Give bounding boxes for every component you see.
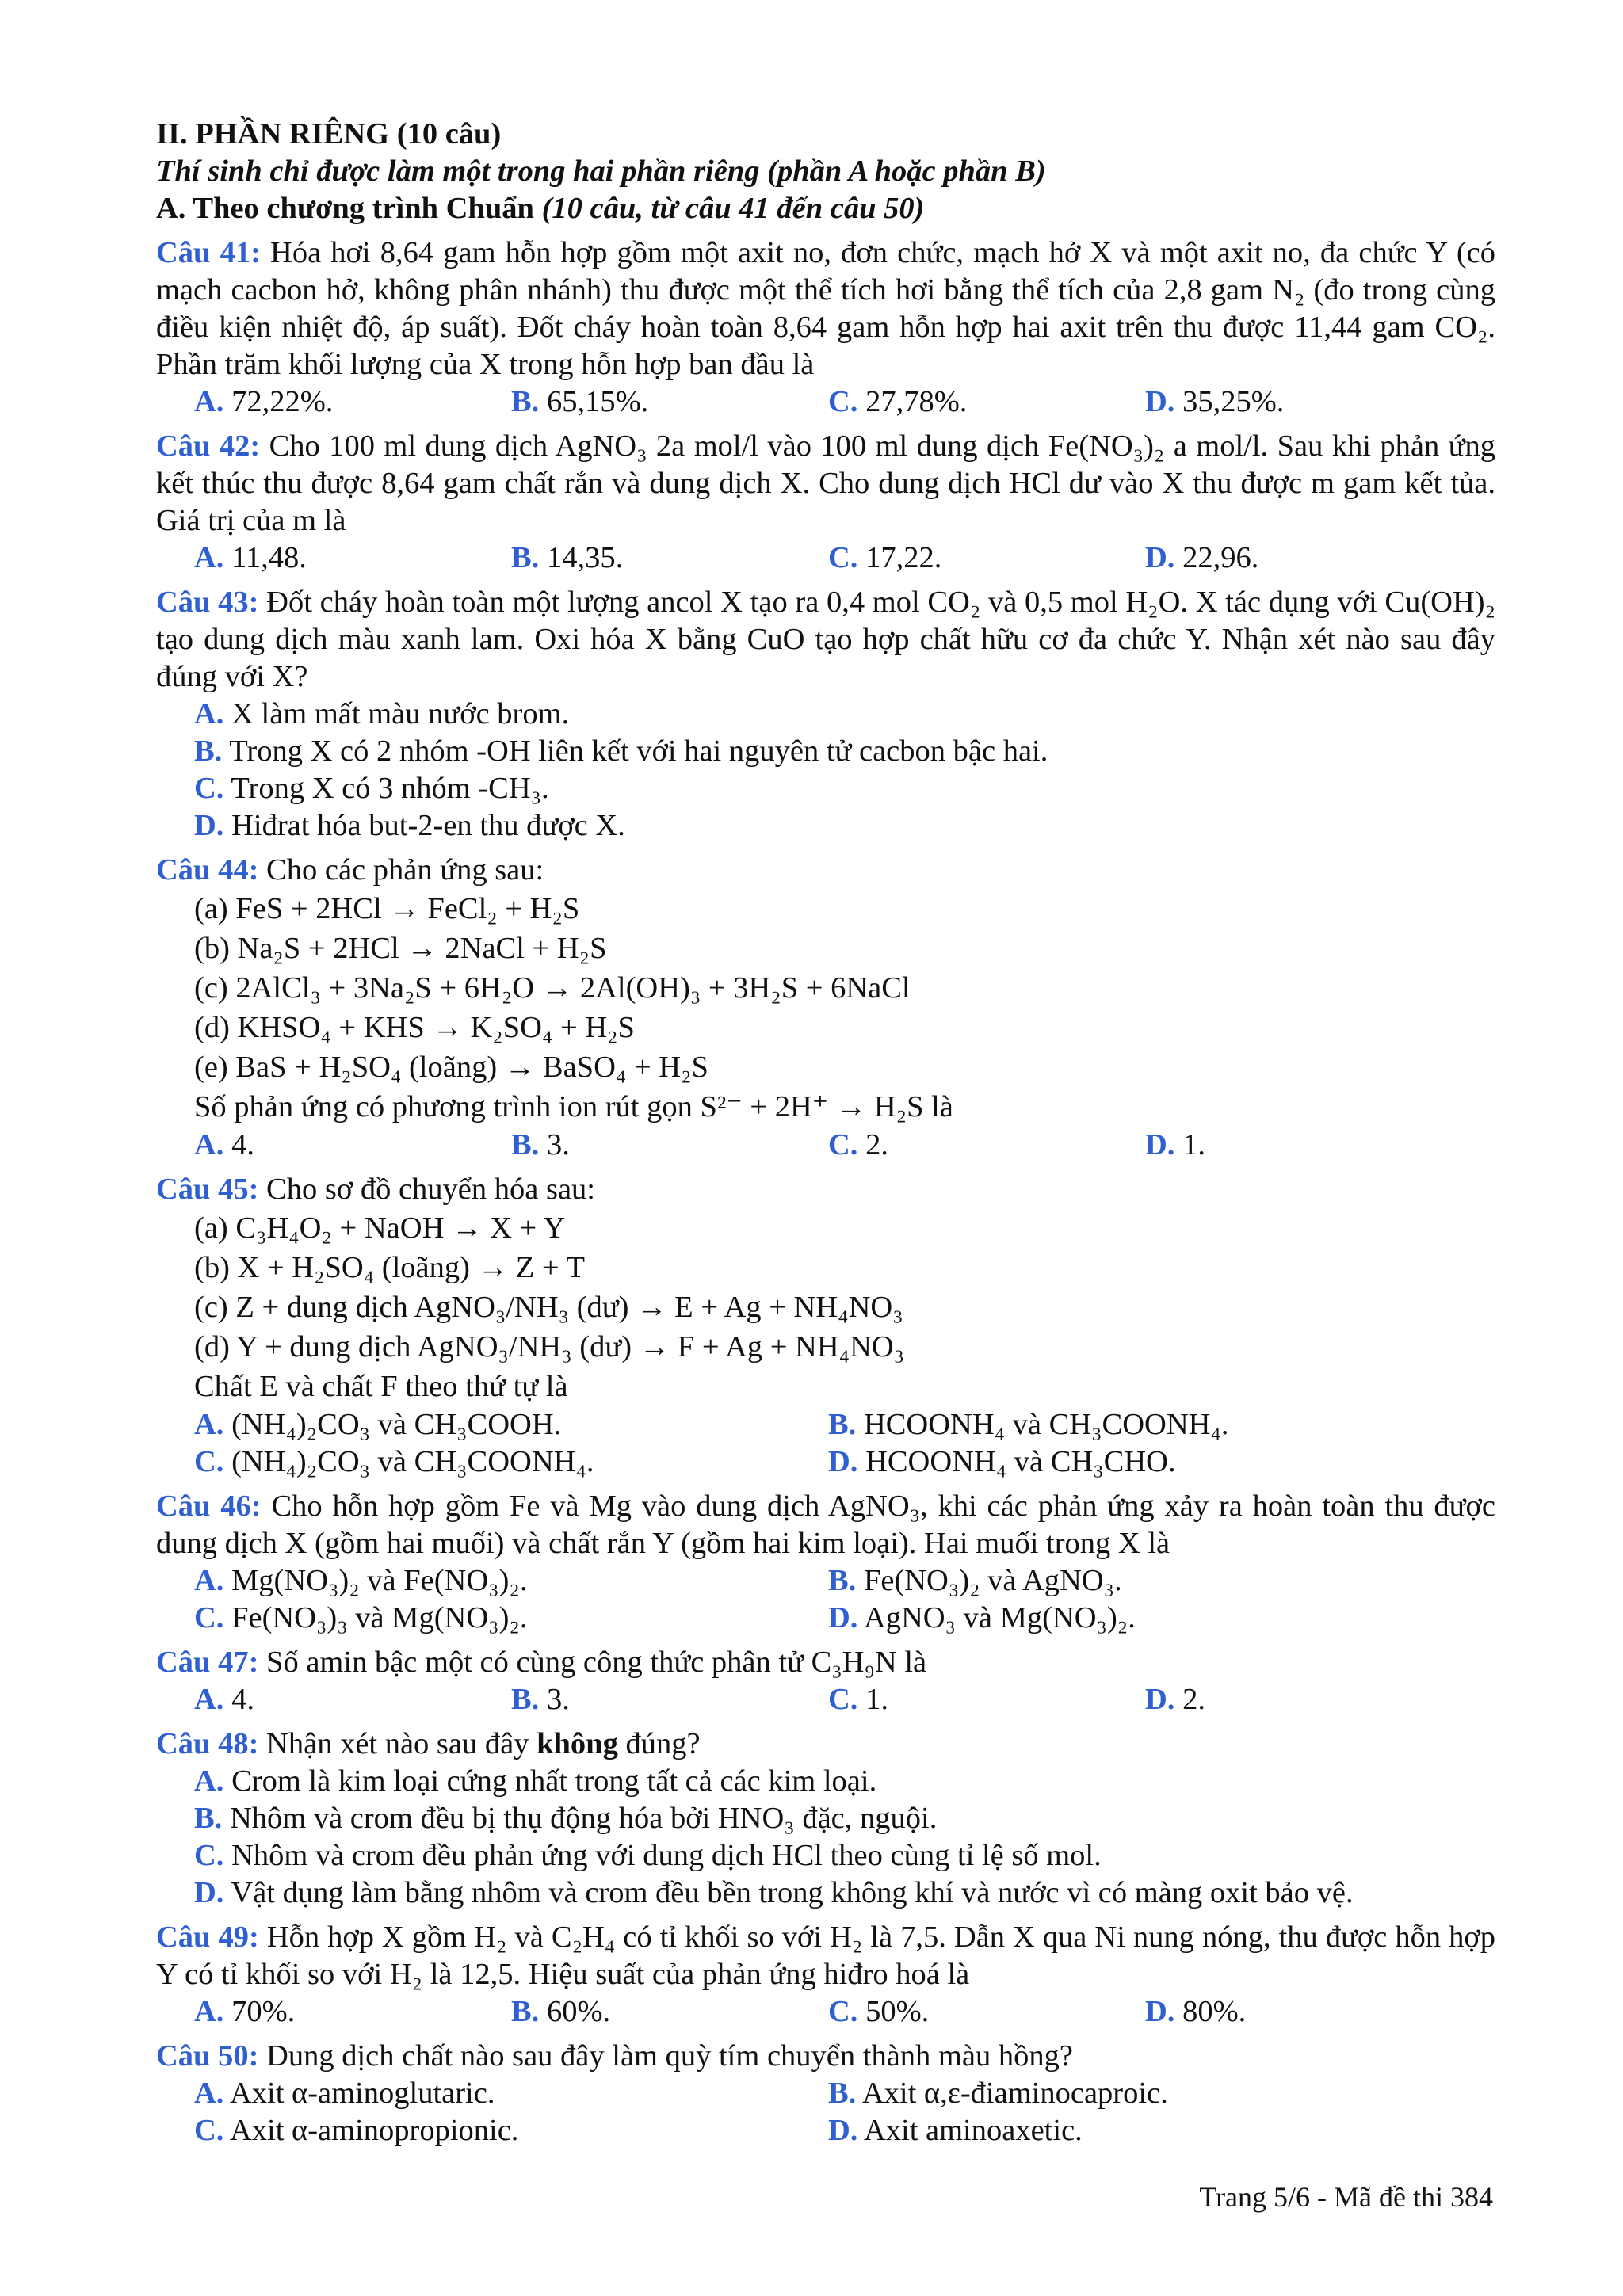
question-stem <box>156 1919 1495 1993</box>
option-c[interactable]: C. Fe(NO₃)₃ và Mg(NO₃)₂. <box>194 1601 528 1634</box>
question-label: Câu 42: <box>156 429 261 463</box>
question-text: Cho các phản ứng sau: <box>258 853 544 887</box>
option-c[interactable]: C. 50%. <box>828 1995 930 2028</box>
question-text-end: đúng? <box>617 1727 701 1760</box>
question-label: Câu 47: <box>156 1646 259 1679</box>
option-c[interactable]: C. Trong X có 3 nhóm -CH₃. <box>194 772 549 805</box>
reaction-b: (b) Na₂S + 2HCl → 2NaCl + H₂S <box>194 932 607 965</box>
question-label: Câu 49: <box>156 1920 259 1954</box>
option-c[interactable]: C. 1. <box>828 1683 888 1716</box>
question-48 <box>156 1726 1495 1912</box>
option-a[interactable]: A. 11,48. <box>194 541 307 574</box>
option-d[interactable]: D. 2. <box>1145 1683 1205 1716</box>
options-row <box>156 1406 1495 1444</box>
options-row <box>156 2075 1495 2112</box>
question-stem <box>156 235 1495 383</box>
question-49 <box>156 1919 1495 2031</box>
part-a-heading <box>156 190 1495 227</box>
option-b[interactable]: B. 60%. <box>511 1995 611 2028</box>
reaction-d: (d) KHSO₄ + KHS → K₂SO₄ + H₂S <box>194 1011 635 1044</box>
option-c[interactable]: C. 2. <box>828 1128 888 1161</box>
option-a[interactable]: A. 70%. <box>194 1995 296 2028</box>
question-text: Hỗn hợp X gồm H₂ và C₂H₄ có tỉ khối so với H₂ là 7,5. Dẫn X qua Ni nung nóng, thu được hỗn hợp Y có tỉ khối so với H₂ là 12,5. Hiệu suất của phản ứng hiđro hoá là <box>156 1920 1495 1991</box>
question-label: Câu 43: <box>156 585 259 619</box>
question-text: Cho 100 ml dung dịch AgNO₃ 2a mol/l vào 100 ml dung dịch Fe(NO₃)₂ a mol/l. Sau khi phản ứng kết thúc thu được 8,64 gam chất rắn và dung dịch X. Cho dung dịch HCl dư vào X thu được m gam kết tủa. Giá trị của m là <box>156 429 1495 537</box>
option-a[interactable]: A. 4. <box>194 1683 254 1716</box>
options-row <box>156 1127 1495 1164</box>
option-c[interactable]: C. 27,78%. <box>828 385 968 418</box>
reaction-a: (a) C₃H₄O₂ + NaOH → X + Y <box>194 1211 566 1245</box>
option-a[interactable]: A. Axit α-aminoglutaric. <box>194 2077 495 2110</box>
reaction-e: (e) BaS + H₂SO₄ (loãng) → BaSO₄ + H₂S <box>194 1051 708 1084</box>
question-stem <box>156 1488 1495 1562</box>
part-a-note: (10 câu, từ câu 41 đến câu 50) <box>541 192 925 225</box>
question-prompt: Số phản ứng có phương trình ion rút gọn S²⁻ + 2H⁺ → H₂S là <box>194 1090 953 1123</box>
question-47 <box>156 1644 1495 1718</box>
option-b[interactable]: B. Trong X có 2 nhóm -OH liên kết với hai nguyên tử cacbon bậc hai. <box>194 734 1048 768</box>
option-a[interactable]: A. (NH₄)₂CO₃ và CH₃COOH. <box>194 1408 562 1441</box>
options-row <box>156 383 1495 421</box>
question-44 <box>156 852 1495 1164</box>
option-d[interactable]: D. HCOONH₄ và CH₃CHO. <box>828 1445 1176 1478</box>
question-41 <box>156 235 1495 421</box>
option-d[interactable]: D. 35,25%. <box>1145 385 1285 418</box>
options-row <box>156 1681 1495 1718</box>
question-text: Đốt cháy hoàn toàn một lượng ancol X tạo ra 0,4 mol CO₂ và 0,5 mol H₂O. X tác dụng với Cu(OH)₂ tạo dung dịch màu xanh lam. Oxi hóa X bằng CuO tạo hợp chất hữu cơ đa chức Y. Nhận xét nào sau đây đúng với X? <box>156 585 1496 693</box>
page-footer: Trang 5/6 - Mã đề thi 384 <box>1199 2181 1493 2213</box>
question-stem <box>156 428 1495 540</box>
question-label: Câu 45: <box>156 1173 259 1206</box>
question-stem <box>156 1171 1495 1208</box>
section-instruction: Thí sinh chỉ được làm một trong hai phần riêng (phần A hoặc phần B) <box>156 154 1046 188</box>
options-row <box>156 1600 1495 1637</box>
question-42 <box>156 428 1495 577</box>
question-text: Nhận xét nào sau đây <box>258 1727 537 1760</box>
options-row <box>156 1562 1495 1600</box>
question-stem <box>156 1726 1495 1763</box>
option-b[interactable]: B. Fe(NO₃)₂ và AgNO₃. <box>828 1564 1122 1597</box>
option-b[interactable]: B. Nhôm và crom đều bị thụ động hóa bởi HNO₃ đặc, nguội. <box>194 1802 938 1835</box>
question-label: Câu 48: <box>156 1727 259 1760</box>
option-b[interactable]: B. 3. <box>511 1128 570 1161</box>
option-c[interactable]: C. 17,22. <box>828 541 942 574</box>
question-stem <box>156 1644 1495 1681</box>
question-43 <box>156 584 1495 845</box>
option-d[interactable]: D. Hiđrat hóa but-2-en thu được X. <box>194 809 625 842</box>
question-label: Câu 44: <box>156 853 259 887</box>
options-row <box>156 540 1495 577</box>
question-prompt: Chất E và chất F theo thứ tự là <box>194 1370 568 1403</box>
exam-page <box>156 116 1495 2149</box>
options-row <box>156 1444 1495 1481</box>
option-a[interactable]: A. 72,22%. <box>194 385 334 418</box>
options-row <box>156 2112 1495 2149</box>
option-a[interactable]: A. Mg(NO₃)₂ và Fe(NO₃)₂. <box>194 1564 528 1597</box>
option-d[interactable]: D. 22,96. <box>1145 541 1259 574</box>
option-b[interactable]: B. 3. <box>511 1683 570 1716</box>
question-emphasis: không <box>537 1727 618 1760</box>
option-a[interactable]: A. 4. <box>194 1128 254 1161</box>
reaction-c: (c) 2AlCl₃ + 3Na₂S + 6H₂O → 2Al(OH)₃ + 3H₂S + 6NaCl <box>194 971 911 1005</box>
option-b[interactable]: B. Axit α,ε-điaminocaproic. <box>828 2077 1168 2110</box>
option-d[interactable]: D. Vật dụng làm bằng nhôm và crom đều bền trong không khí và nước vì có màng oxit bảo vệ. <box>194 1876 1354 1909</box>
part-a-title: A. Theo chương trình Chuẩn <box>156 192 534 225</box>
question-label: Câu 41: <box>156 236 261 269</box>
option-d[interactable]: D. AgNO₃ và Mg(NO₃)₂. <box>828 1601 1136 1634</box>
question-text: Cho hỗn hợp gồm Fe và Mg vào dung dịch AgNO₃, khi các phản ứng xảy ra hoàn toàn thu được dung dịch X (gồm hai muối) và chất rắn Y (gồm hai kim loại). Hai muối trong X là <box>156 1489 1495 1560</box>
question-text: Dung dịch chất nào sau đây làm quỳ tím chuyển thành màu hồng? <box>258 2039 1073 2073</box>
option-b[interactable]: B. 14,35. <box>511 541 624 574</box>
question-stem <box>156 2038 1495 2075</box>
options-row <box>156 1993 1495 2031</box>
reaction-a: (a) FeS + 2HCl → FeCl₂ + H₂S <box>194 892 580 925</box>
question-text: Số amin bậc một có cùng công thức phân tử C₃H₉N là <box>258 1646 927 1679</box>
question-text: Cho sơ đồ chuyển hóa sau: <box>258 1173 595 1206</box>
option-a[interactable]: A. X làm mất màu nước brom. <box>194 697 570 730</box>
question-45 <box>156 1171 1495 1481</box>
question-stem <box>156 852 1495 889</box>
question-label: Câu 50: <box>156 2039 259 2073</box>
option-d[interactable]: D. Axit aminoaxetic. <box>828 2114 1083 2147</box>
option-a[interactable]: A. Crom là kim loại cứng nhất trong tất cả các kim loại. <box>194 1764 877 1798</box>
section-heading: II. PHẦN RIÊNG (10 câu) <box>156 117 502 151</box>
option-b[interactable]: B. 65,15%. <box>511 385 649 418</box>
question-46 <box>156 1488 1495 1637</box>
question-stem <box>156 584 1495 696</box>
option-b[interactable]: B. HCOONH₄ và CH₃COONH₄. <box>828 1408 1229 1441</box>
question-50 <box>156 2038 1495 2149</box>
option-d[interactable]: D. 80%. <box>1145 1995 1247 2028</box>
reaction-b: (b) X + H₂SO₄ (loãng) → Z + T <box>194 1251 585 1284</box>
option-c[interactable]: C. (NH₄)₂CO₃ và CH₃COONH₄. <box>194 1445 594 1478</box>
option-c[interactable]: C. Nhôm và crom đều phản ứng với dung dịch HCl theo cùng tỉ lệ số mol. <box>194 1839 1102 1872</box>
option-c[interactable]: C. Axit α-aminopropionic. <box>194 2114 519 2147</box>
reaction-c: (c) Z + dung dịch AgNO₃/NH₃ (dư) → E + Ag + NH₄NO₃ <box>194 1291 903 1324</box>
option-d[interactable]: D. 1. <box>1145 1128 1205 1161</box>
question-label: Câu 46: <box>156 1489 262 1523</box>
reaction-d: (d) Y + dung dịch AgNO₃/NH₃ (dư) → F + Ag + NH₄NO₃ <box>194 1330 905 1363</box>
question-text: Hóa hơi 8,64 gam hỗn hợp gồm một axit no, đơn chức, mạch hở X và một axit no, đa chức Y (có mạch cacbon hở, không phân nhánh) thu được một thể tích hơi bằng thể tích của 2,8 gam N₂ (đo trong cùng điều kiện nhiệt độ, áp suất). Đốt cháy hoàn toàn 8,64 gam hỗn hợp hai axit trên thu được 11,44 gam CO₂. Phần trăm khối lượng của X trong hỗn hợp ban đầu là <box>156 236 1495 381</box>
